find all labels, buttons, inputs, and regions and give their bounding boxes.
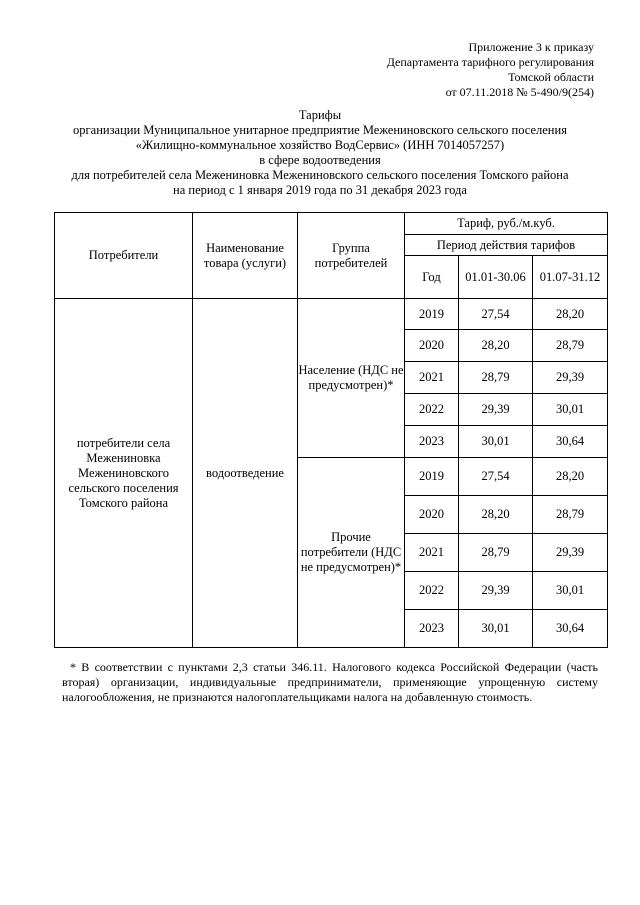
tariff-p1-cell: 29,39 (459, 572, 533, 610)
tariff-p2-cell: 29,39 (533, 362, 608, 394)
title-consumers: для потребителей села Межениновка Межениновского сельского поселения Томского района (71, 168, 569, 182)
year-cell: 2020 (405, 330, 459, 362)
tariff-p2-cell: 28,20 (533, 458, 608, 496)
year-cell: 2023 (405, 610, 459, 648)
tariff-p2-cell: 28,79 (533, 496, 608, 534)
tariff-p2-cell: 28,20 (533, 299, 608, 330)
tariff-p1-cell: 28,20 (459, 330, 533, 362)
year-cell: 2021 (405, 534, 459, 572)
appendix-line: Приложение 3 к приказу (468, 40, 594, 54)
service-cell: водоотведение (193, 299, 298, 648)
tariff-p1-cell: 27,54 (459, 299, 533, 330)
year-cell: 2019 (405, 299, 459, 330)
year-cell: 2020 (405, 496, 459, 534)
tariff-p2-cell: 30,01 (533, 394, 608, 426)
header-consumers: Потребители (55, 213, 193, 299)
tariff-p2-cell: 29,39 (533, 534, 608, 572)
year-cell: 2023 (405, 426, 459, 458)
appendix-header (387, 40, 594, 100)
year-cell: 2022 (405, 394, 459, 426)
title-organization-name: «Жилищно-коммунальное хозяйство ВодСервис» (ИНН 7014057257) (135, 138, 505, 152)
appendix-line: Томской области (508, 70, 594, 84)
group-cell-population: Население (НДС не предусмотрен)* (298, 299, 405, 458)
tariff-p2-cell: 30,01 (533, 572, 608, 610)
tariff-p1-cell: 28,79 (459, 362, 533, 394)
title-period: на период с 1 января 2019 года по 31 декабря 2023 года (173, 183, 467, 197)
tariff-p2-cell: 28,79 (533, 330, 608, 362)
title-heading: Тарифы (298, 108, 342, 122)
header-group: Группа потребителей (298, 213, 405, 299)
tariff-p1-cell: 30,01 (459, 426, 533, 458)
tariff-p1-cell: 28,79 (459, 534, 533, 572)
group-cell-others: Прочие потребители (НДС не предусмотрен)* (298, 458, 405, 648)
title-sphere: в сфере водоотведения (259, 153, 381, 167)
document-title (0, 108, 640, 198)
appendix-order-date: от 07.11.2018 № 5-490/9(254) (445, 85, 594, 99)
appendix-line: Департамента тарифного регулирования (386, 55, 594, 69)
year-cell: 2022 (405, 572, 459, 610)
header-period: Период действия тарифов (405, 235, 608, 256)
tariff-p1-cell: 30,01 (459, 610, 533, 648)
header-period-2: 01.07-31.12 (533, 256, 608, 299)
tariff-p2-cell: 30,64 (533, 426, 608, 458)
header-year: Год (405, 256, 459, 299)
tariff-table (54, 212, 608, 648)
table-row (55, 299, 608, 330)
year-cell: 2019 (405, 458, 459, 496)
year-cell: 2021 (405, 362, 459, 394)
tariff-p1-cell: 29,39 (459, 394, 533, 426)
vat-footnote: * В соответствии с пунктами 2,3 статьи 346.11. Налогового кодекса Российской Федерации (часть вторая) организации, индивидуальные предприниматели, применяющие упрощенную систему налогообложения, не признаются налогоплательщиками налога на добавленную стоимость. (62, 660, 598, 704)
header-period-1: 01.01-30.06 (459, 256, 533, 299)
tariff-p1-cell: 27,54 (459, 458, 533, 496)
header-tariff: Тариф, руб./м.куб. (405, 213, 608, 235)
consumer-cell: потребители села Межениновка Межениновского сельского поселения Томского района (55, 299, 193, 648)
header-service: Наименование товара (услуги) (193, 213, 298, 299)
tariff-p2-cell: 30,64 (533, 610, 608, 648)
tariff-p1-cell: 28,20 (459, 496, 533, 534)
title-organization: организации Муниципальное унитарное предприятие Межениновского сельского поселения (73, 123, 567, 137)
